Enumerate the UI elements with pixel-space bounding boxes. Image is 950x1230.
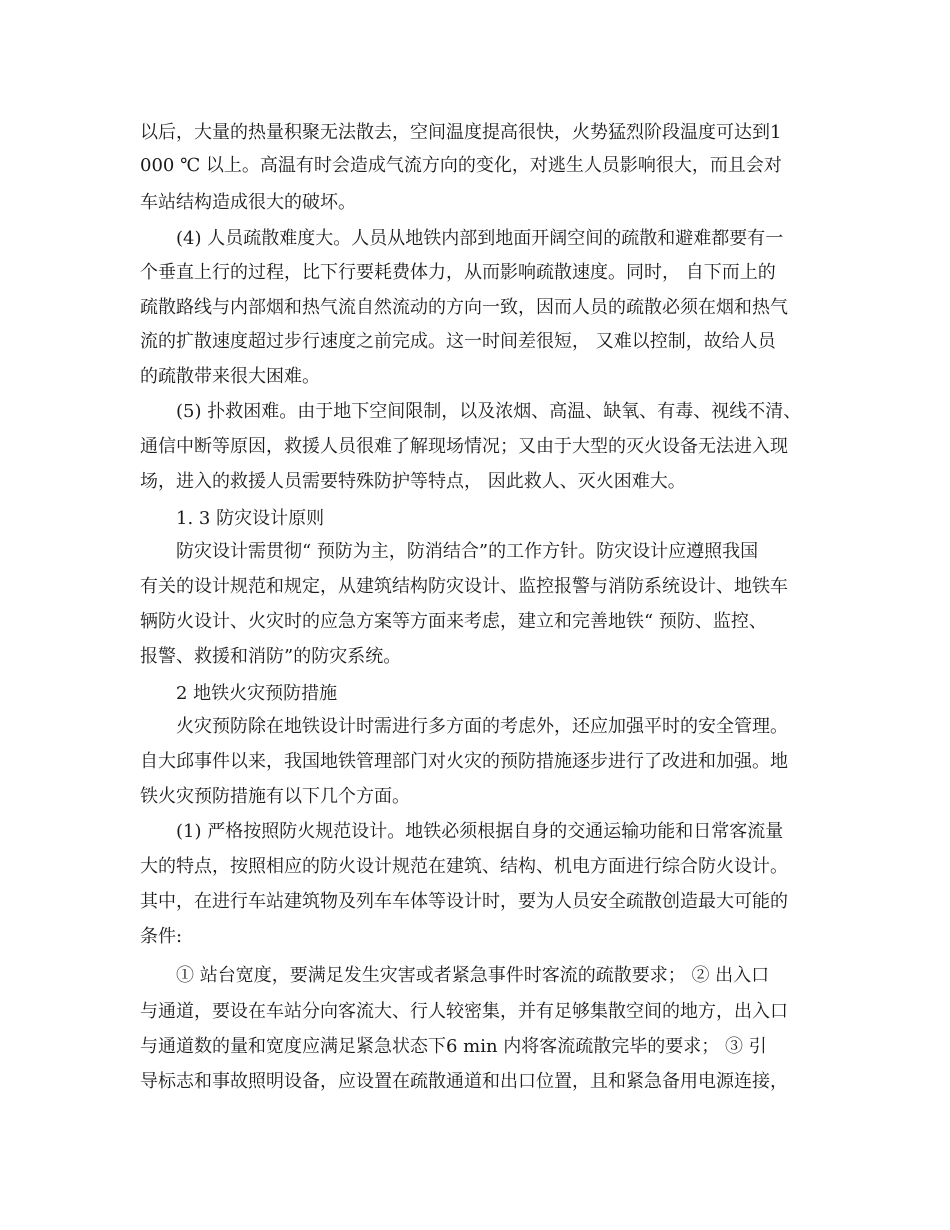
text-line: 通信中断等原因，救援人员很难了解现场情况；又由于大型的灭火设备无法进入现 (140, 436, 788, 457)
text-line: 有关的设计规范和规定，从建筑结构防灾设计、监控报警与消防系统设计、地铁车 (140, 576, 788, 597)
section-heading: 2 地铁火灾预防措施 (176, 683, 338, 704)
text-line: 其中，在进行车站建筑物及列车车体等设计时，要为人员安全疏散创造最大可能的 (140, 891, 788, 912)
text-line: 以后，大量的热量积聚无法散去，空间温度提高很快，火势猛烈阶段温度可达到1 (140, 122, 782, 143)
paragraph-start-line: 防灾设计需贯彻“ 预防为主，防消结合”的工作方针。防灾设计应遵照我国 (176, 541, 759, 562)
text-line: 自大邱事件以来，我国地铁管理部门对火灾的预防措施逐步进行了改进和加强。地 (140, 751, 788, 772)
text-line: 流的扩散速度超过步行速度之前完成。这一时间差很短， 又难以控制，故给人员 (140, 331, 776, 352)
paragraph-start-line: (4) 人员疏散难度大。人员从地铁内部到地面开阔空间的疏散和避难都要有一 (176, 228, 784, 249)
text-line: 铁火灾预防措施有以下几个方面。 (140, 786, 410, 807)
text-line: 车站结构造成很大的破坏。 (140, 192, 356, 213)
text-line: 大的特点，按照相应的防火设计规范在建筑、结构、机电方面进行综合防火设计。 (140, 856, 788, 877)
paragraph-start-line: (5) 扑救困难。由于地下空间限制，以及浓烟、高温、缺氧、有毒、视线不清、 (176, 401, 802, 422)
text-line: 与通道数的量和宽度应满足紧急状态下6 min 内将客流疏散完毕的要求； ③ 引 (140, 1036, 767, 1057)
paragraph-start-line: ① 站台宽度，要满足发生灾害或者紧急事件时客流的疏散要求； ② 出入口 (176, 965, 770, 986)
paragraph-start-line: (1) 严格按照防火规范设计。地铁必须根据自身的交通运输功能和日常客流量 (176, 821, 784, 842)
text-line: 个垂直上行的过程，比下行要耗费体力，从而影响疏散速度。同时， 自下而上的 (140, 262, 776, 283)
text-line: 辆防火设计、火灾时的应急方案等方面来考虑，建立和完善地铁“ 预防、监控、 (140, 611, 767, 632)
section-heading: 1. 3 防灾设计原则 (176, 508, 325, 529)
text-line: 场，进入的救援人员需要特殊防护等特点， 因此救人、灭火困难大。 (140, 471, 686, 492)
paragraph-start-line: 火灾预防除在地铁设计时需进行多方面的考虑外，还应加强平时的安全管理。 (176, 716, 788, 737)
text-line: 报警、救援和消防”的防灾系统。 (140, 646, 402, 667)
text-line: 的疏散带来很大困难。 (140, 366, 320, 387)
text-line: 导标志和事故照明设备，应设置在疏散通道和出口位置，且和紧急备用电源连接， (140, 1071, 788, 1092)
text-line: 疏散路线与内部烟和热气流自然流动的方向一致，因而人员的疏散必须在烟和热气 (140, 297, 788, 318)
text-line: 000 ℃ 以上。高温有时会造成气流方向的变化，对逃生人员影响很大，而且会对 (140, 155, 782, 176)
text-line: 与通道，要设在车站分向客流大、行人较密集，并有足够集散空间的地方，出入口 (140, 1001, 788, 1022)
text-line: 条件: (140, 926, 183, 947)
